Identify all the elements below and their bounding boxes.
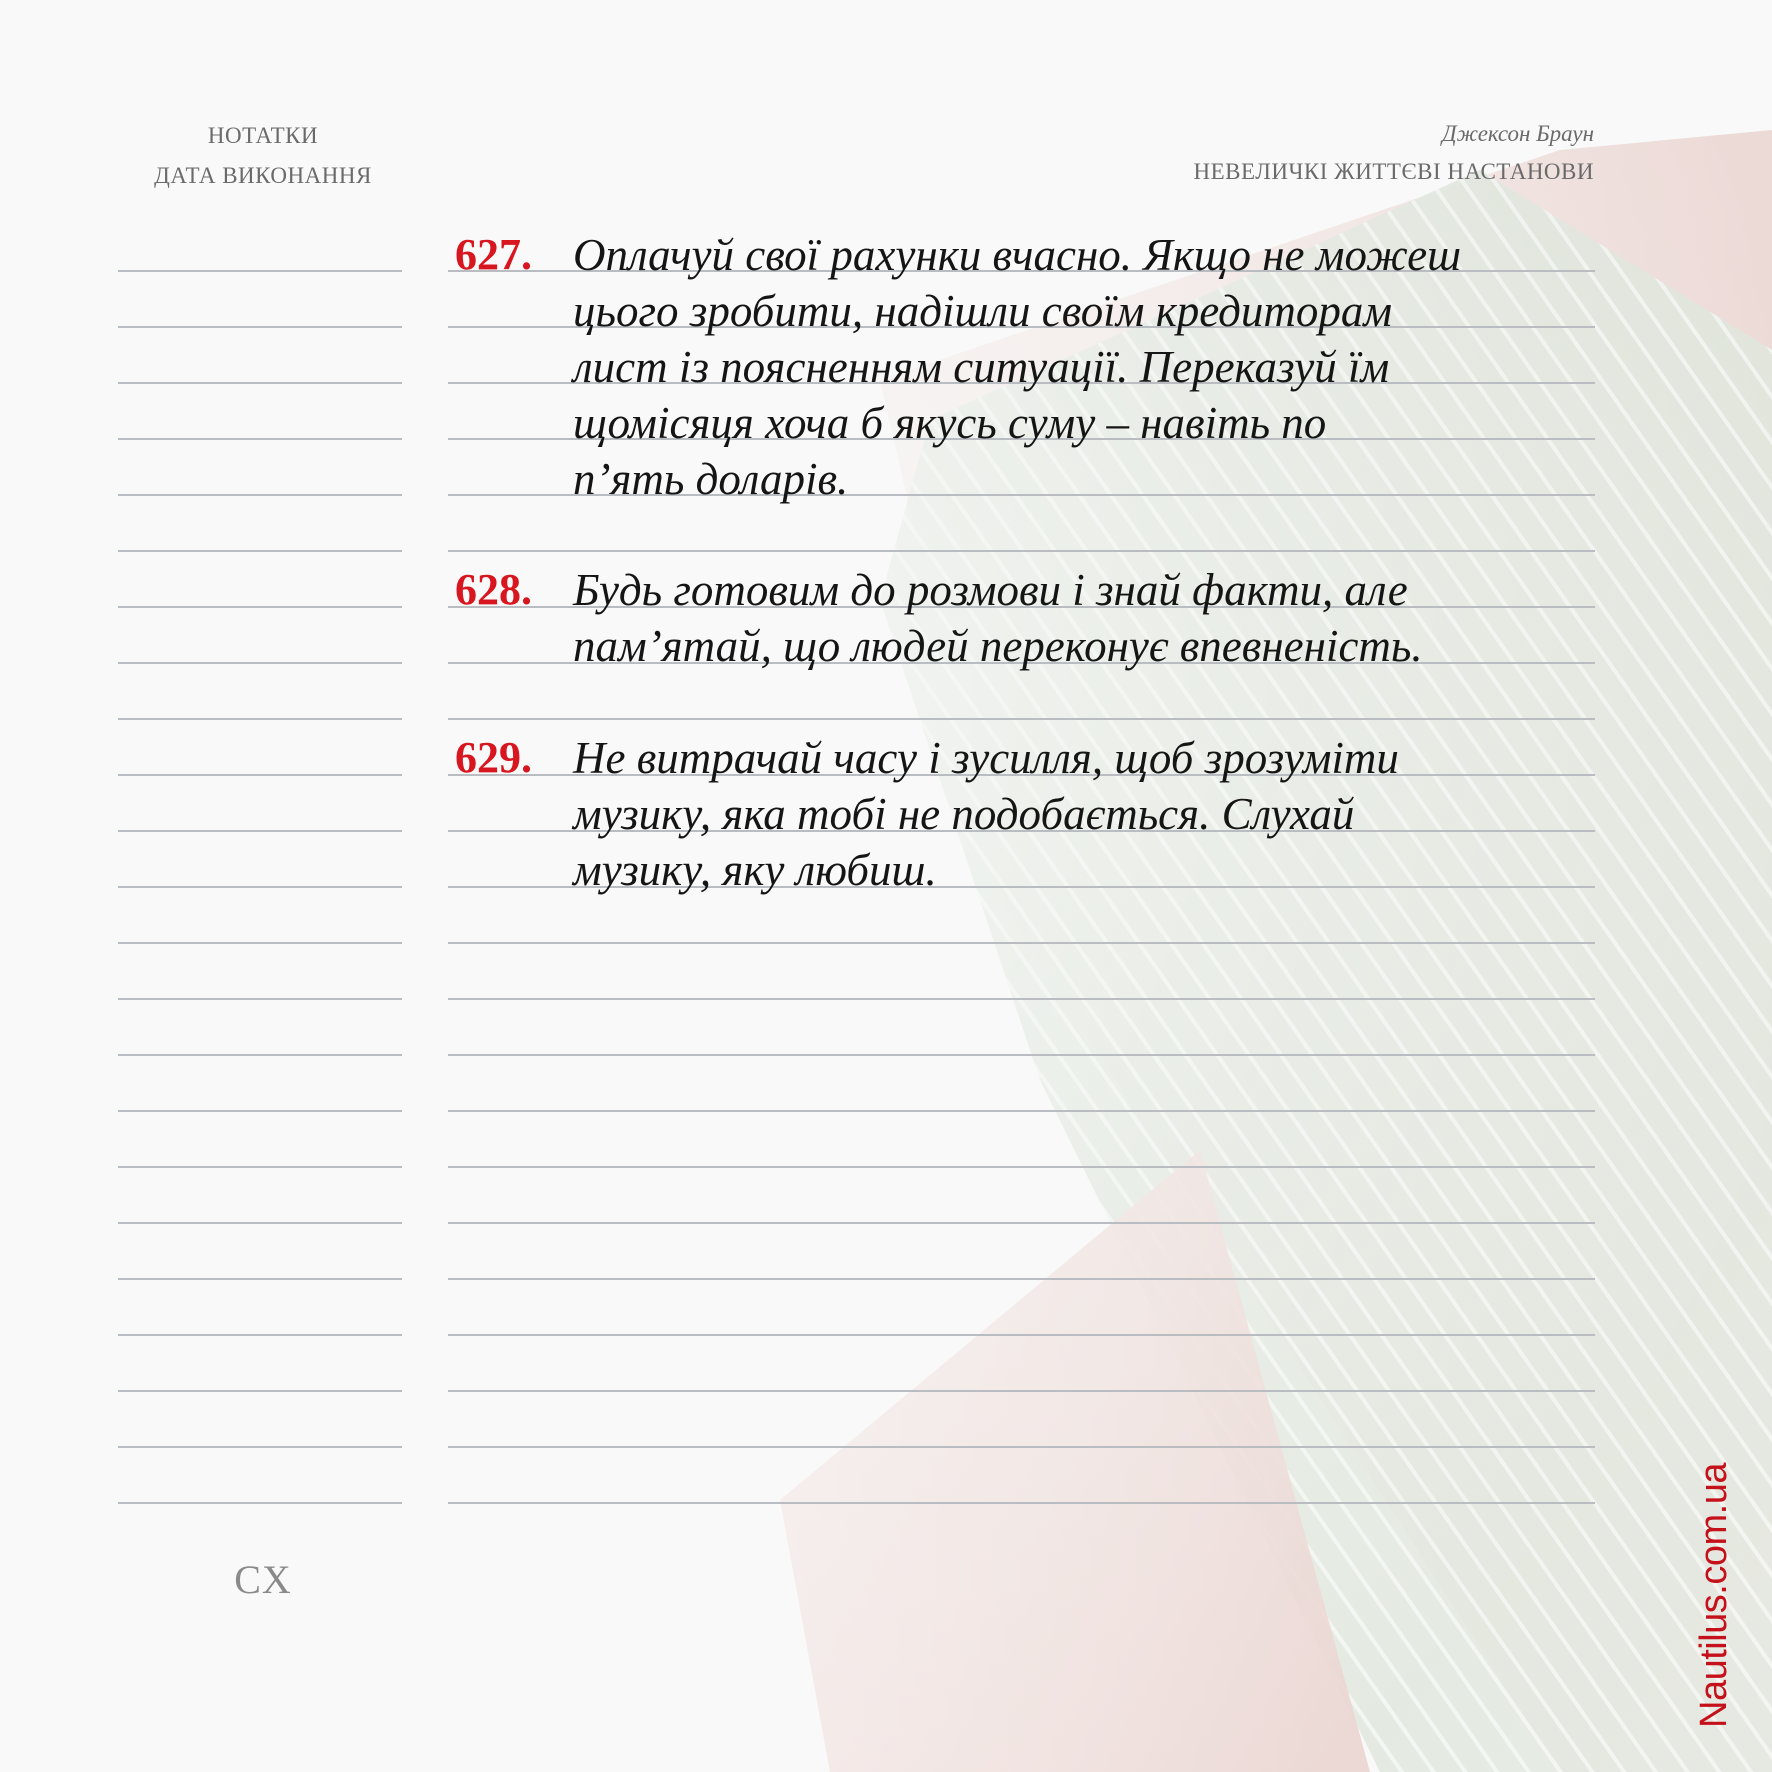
notes-rule: [118, 830, 402, 832]
notes-rule: [118, 438, 402, 440]
notes-rule: [118, 886, 402, 888]
text-rule: [448, 1054, 1595, 1056]
page-number: CX: [234, 1557, 292, 1602]
text-rule: [448, 942, 1595, 944]
notes-rule: [118, 1502, 402, 1504]
entry-line: музику, яку любиш.: [573, 845, 937, 895]
author-name: Джексон Браун: [1442, 121, 1594, 146]
entry-line: п’ять доларів.: [573, 454, 849, 504]
notes-rule: [118, 998, 402, 1000]
completion-date-label: ДАТА ВИКОНАННЯ: [154, 163, 372, 188]
notes-title: НОТАТКИ: [207, 123, 319, 148]
entry-line: Будь готовим до розмови і знай факти, але: [573, 565, 1408, 615]
entry-text: [573, 562, 1493, 674]
text-rule: [448, 1110, 1595, 1112]
entry-text: [573, 227, 1493, 507]
notes-rule: [118, 1334, 402, 1336]
notes-rule: [118, 494, 402, 496]
text-rule: [448, 1334, 1595, 1336]
notes-rule: [118, 1222, 402, 1224]
notes-rule: [118, 942, 402, 944]
notes-rule: [118, 1166, 402, 1168]
notes-header: [118, 116, 408, 196]
notes-rule: [118, 1054, 402, 1056]
entry-line: Не витрачай часу і зусилля, щоб зрозуміти: [573, 733, 1399, 783]
notes-rule: [118, 774, 402, 776]
text-rule: [448, 1446, 1595, 1448]
entry-line: музику, яка тобі не подобається. Слухай: [573, 789, 1355, 839]
notes-rule: [118, 326, 402, 328]
text-rule: [448, 1166, 1595, 1168]
notes-rule: [118, 550, 402, 552]
notes-rule: [118, 718, 402, 720]
entry-line: цього зробити, надішли своїм кредиторам: [573, 286, 1393, 336]
notes-rule: [118, 606, 402, 608]
text-rule: [448, 998, 1595, 1000]
book-title: НЕВЕЛИЧКІ ЖИТТЄВІ НАСТАНОВИ: [1193, 159, 1594, 184]
entry-number: 627.: [455, 230, 532, 279]
entry-line: щомісяця хоча б якусь суму – навіть по: [573, 398, 1327, 448]
text-rule: [448, 1502, 1595, 1504]
notes-rule: [118, 662, 402, 664]
notes-rule: [118, 1446, 402, 1448]
entry-line: пам’ятай, що людей переконує впевненість.: [573, 621, 1423, 671]
text-rule: [448, 1278, 1595, 1280]
notes-rule: [118, 1110, 402, 1112]
entry-line: Оплачуй свої рахунки вчасно. Якщо не можеш: [573, 230, 1462, 280]
text-rule: [448, 550, 1595, 552]
entry-line: лист із поясненням ситуації. Переказуй їм: [573, 342, 1390, 392]
text-rule: [448, 718, 1595, 720]
text-rule: [448, 1222, 1595, 1224]
publisher-link[interactable]: Nautilus.com.ua: [1693, 1463, 1735, 1728]
entry-number: 629.: [455, 733, 532, 782]
notes-rule: [118, 382, 402, 384]
book-header: [894, 116, 1594, 192]
text-rule: [448, 1390, 1595, 1392]
entry-number: 628.: [455, 565, 532, 614]
entry-text: [573, 730, 1493, 898]
notes-rule: [118, 270, 402, 272]
notes-rule: [118, 1390, 402, 1392]
notes-rule: [118, 1278, 402, 1280]
